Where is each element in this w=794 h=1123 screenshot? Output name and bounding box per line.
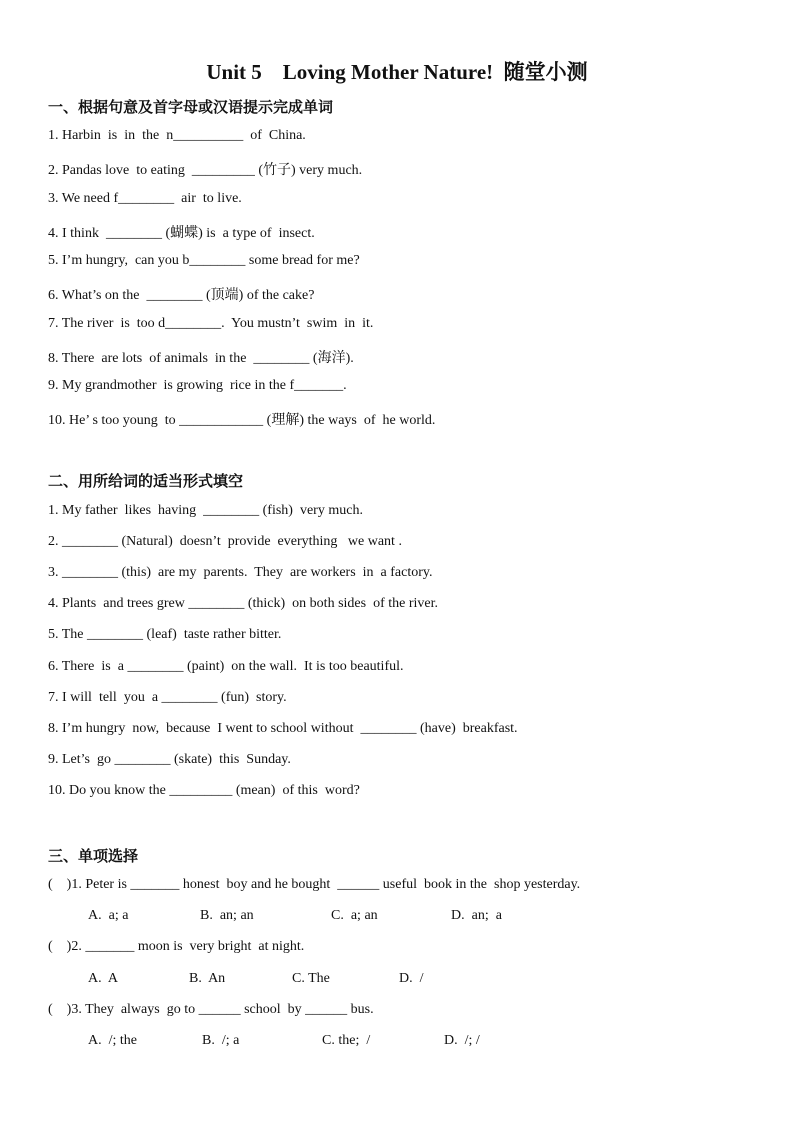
section-1-item-1: 1. Harbin is in the n__________ of China. bbox=[48, 128, 306, 143]
option-a: A. /; the bbox=[88, 1033, 137, 1048]
option-d: D. / bbox=[399, 971, 424, 986]
section-2-item-2: 2. ________ (Natural) doesn’t provide everything we want . bbox=[48, 534, 402, 549]
option-a: A. A bbox=[88, 971, 118, 986]
section-3-question-2: ( )2. _______ moon is very bright at night. bbox=[48, 939, 305, 954]
section-3-question-1: ( )1. Peter is _______ honest boy and he bought ______ useful book in the shop yesterday. bbox=[48, 877, 581, 892]
option-b: B. An bbox=[189, 971, 226, 986]
section-2-item-3: 3. ________ (this) are my parents. They are workers in a factory. bbox=[48, 565, 433, 580]
section-3-question-3: ( )3. They always go to ______ school by ______ bus. bbox=[48, 1002, 374, 1017]
option-c: C. the; / bbox=[322, 1033, 371, 1048]
section-1-item-5: 5. I’m hungry, can you b________ some bread for me? bbox=[48, 253, 360, 268]
section-1-heading: 一、根据句意及首字母或汉语提示完成单词 bbox=[48, 98, 334, 116]
section-2-heading: 二、用所给词的适当形式填空 bbox=[48, 472, 244, 490]
page-title: Unit 5 Loving Mother Nature! 随堂小测 bbox=[206, 60, 588, 84]
section-2-item-9: 9. Let’s go ________ (skate) this Sunday. bbox=[48, 752, 291, 767]
section-1-item-2: 2. Pandas love to eating _________ (竹子) very much. bbox=[48, 163, 363, 178]
option-b: B. an; an bbox=[200, 908, 254, 923]
option-d: D. an; a bbox=[451, 908, 502, 923]
section-2-item-7: 7. I will tell you a ________ (fun) story. bbox=[48, 690, 287, 705]
section-2-item-5: 5. The ________ (leaf) taste rather bitter. bbox=[48, 627, 282, 642]
section-1-item-7: 7. The river is too d________. You mustn’t swim in it. bbox=[48, 316, 374, 331]
option-c: C. The bbox=[292, 971, 330, 986]
option-b: B. /; a bbox=[202, 1033, 240, 1048]
section-1-item-3: 3. We need f________ air to live. bbox=[48, 191, 242, 206]
section-2-item-6: 6. There is a ________ (paint) on the wall. It is too beautiful. bbox=[48, 659, 404, 674]
section-1-item-9: 9. My grandmother is growing rice in the f_______. bbox=[48, 378, 347, 393]
section-1-item-6: 6. What’s on the ________ (顶端) of the cake? bbox=[48, 288, 315, 303]
section-2-item-8: 8. I’m hungry now, because I went to school without ________ (have) breakfast. bbox=[48, 721, 518, 736]
option-d: D. /; / bbox=[444, 1033, 480, 1048]
section-1-item-4: 4. I think ________ (蝴蝶) is a type of insect. bbox=[48, 226, 315, 241]
section-2-item-4: 4. Plants and trees grew ________ (thick) on both sides of the river. bbox=[48, 596, 438, 611]
section-2-item-10: 10. Do you know the _________ (mean) of this word? bbox=[48, 783, 360, 798]
option-c: C. a; an bbox=[331, 908, 378, 923]
section-1-item-8: 8. There are lots of animals in the ________ (海洋). bbox=[48, 351, 354, 366]
section-2-item-1: 1. My father likes having ________ (fish) very much. bbox=[48, 503, 363, 518]
section-1-item-10: 10. He’ s too young to ____________ (理解) the ways of he world. bbox=[48, 413, 436, 428]
option-a: A. a; a bbox=[88, 908, 129, 923]
section-3-heading: 三、单项选择 bbox=[48, 847, 139, 865]
